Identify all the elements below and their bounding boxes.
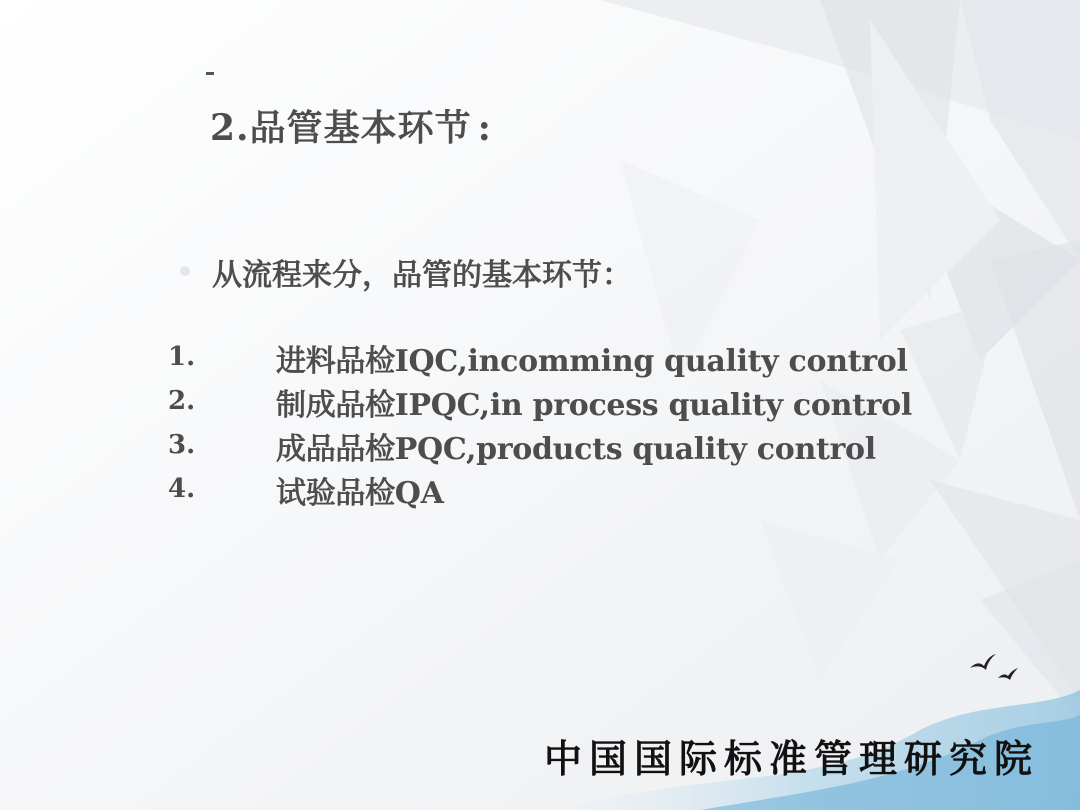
title-number: 2.	[210, 107, 250, 149]
list-number: 4.	[168, 474, 196, 504]
title-colon: :	[477, 107, 492, 149]
list-text: 成品品检PQC,products quality control	[276, 432, 876, 467]
slide-title	[210, 100, 492, 151]
list-text: 制成品检IPQC,in process quality control	[276, 388, 912, 423]
organization-name: 中国国际标准管理研究院	[544, 736, 1040, 781]
bullet-dot	[180, 266, 190, 276]
list-number: 3.	[168, 430, 196, 460]
title-text: 品管基本环节	[249, 107, 472, 149]
subtitle: 从流程来分，品管的基本环节：	[212, 258, 632, 293]
birds-icon	[966, 650, 1022, 684]
list-number: 1.	[168, 342, 196, 372]
list-text: 试验品检QA	[276, 476, 444, 511]
list-number: 2.	[168, 386, 196, 416]
list-text: 进料品检IQC,incomming quality control	[276, 344, 908, 379]
